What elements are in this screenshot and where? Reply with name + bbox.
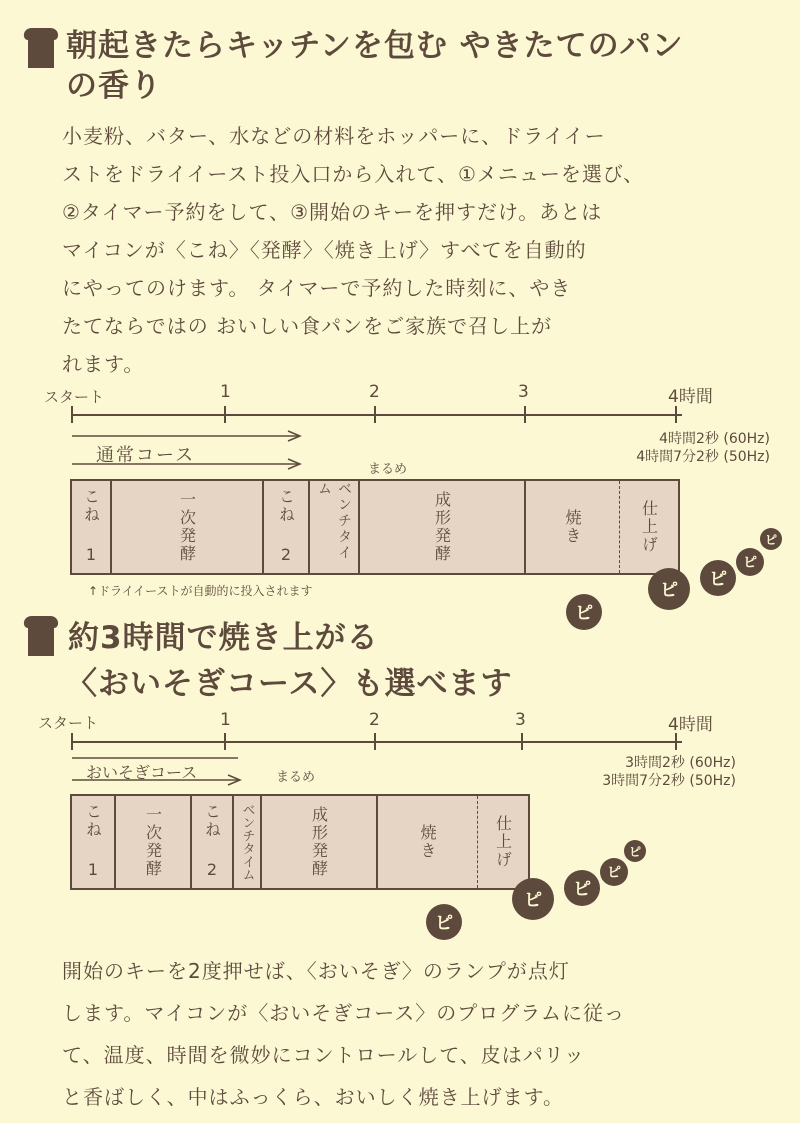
duration-60hz: 4時間2秒 (60Hz) (659, 431, 770, 447)
duration-50hz: 3時間7分2秒 (50Hz) (602, 773, 736, 789)
beep-icon: ピ (566, 594, 602, 630)
paragraph-line: します。マイコンが〈おいそぎコース〉のプログラムに従っ (62, 1001, 625, 1025)
section3-paragraph (62, 950, 782, 1118)
beep-icon: ピ (600, 858, 628, 886)
timeline-axis (70, 403, 690, 427)
paragraph-line: 小麦粉、バター、水などの材料をホッパーに、ドライイー (62, 124, 606, 148)
paragraph-line: たてならではの おいしい食パンをご家族で召し上が (62, 314, 553, 338)
duration-note (520, 754, 736, 790)
section2-heading-line2: 〈おいそぎコース〉も選べます (66, 666, 513, 702)
segment-baking: 焼き (526, 481, 620, 573)
process-bar (70, 794, 530, 890)
beep-icon: ピ (700, 560, 736, 596)
section1-heading-line1: 朝起きたらキッチンを包む やきたてのパン (66, 28, 684, 64)
marume-label: まるめ (368, 462, 408, 477)
timeline-tick-label: 2 (369, 382, 380, 402)
yeast-note: ↑ドライイーストが自動的に投入されます (88, 584, 313, 598)
paragraph-line: マイコンが〈こね〉〈発酵〉〈焼き上げ〉すべてを自動的 (62, 238, 587, 262)
process-bar (70, 479, 680, 575)
section2-heading-line1: 約3時間で焼き上がる (68, 620, 379, 656)
segment-shaping-fermentation: 成形発酵 (360, 481, 526, 573)
paragraph-line: て、温度、時間を微妙にコントロールして、皮はパリッ (62, 1043, 585, 1067)
segment-kneading-1: こね 1 (72, 481, 112, 573)
duration-note (560, 430, 770, 466)
beep-icon: ピ (426, 904, 462, 940)
beep-icon: ピ (736, 548, 764, 576)
segment-kneading-1: こね 1 (72, 796, 116, 888)
segment-first-fermentation: 一次発酵 (112, 481, 264, 573)
timeline-start-label: スタート (44, 388, 105, 406)
paragraph-line: れます。 (62, 352, 145, 376)
beep-icon: ピ (512, 878, 554, 920)
timeline-tick-label: 1 (220, 710, 231, 730)
segment-first-fermentation: 一次発酵 (116, 796, 192, 888)
section1-paragraph (62, 117, 762, 383)
segment-kneading-2: こね 2 (264, 481, 310, 573)
segment-bench-time: ベンチタイム (310, 481, 360, 573)
course-label: 通常コース (96, 445, 196, 466)
timeline-start-label: スタート (38, 714, 99, 732)
beep-icon: ピ (624, 840, 646, 862)
paragraph-line: 開始のキーを2度押せば、〈おいそぎ〉のランプが点灯 (62, 959, 570, 983)
segment-bench-time: ベンチタイム (234, 796, 262, 888)
beep-icon: ピ (648, 568, 690, 610)
segment-shaping-fermentation: 成形発酵 (262, 796, 378, 888)
course-label: おいそぎコース (86, 763, 198, 782)
beep-icon: ピ (760, 528, 782, 550)
segment-finishing: 仕上げ (493, 815, 513, 869)
timeline-axis (70, 730, 690, 754)
timeline-tick-label: 4時間 (668, 715, 713, 735)
timeline-tick-label: 4時間 (668, 387, 713, 407)
bread-icon (22, 614, 60, 658)
timeline-tick-label: 3 (518, 382, 529, 402)
timeline-tick-label: 3 (515, 710, 526, 730)
timeline-tick-label: 1 (220, 382, 231, 402)
paragraph-line: と香ばしく、中はふっくら、おいしく焼き上げます。 (62, 1085, 564, 1109)
paragraph-line: にやってのけます。 タイマーで予約した時刻に、やき (62, 276, 572, 300)
paragraph-line: ②タイマー予約をして、③開始のキーを押すだけ。あとは (62, 200, 603, 224)
segment-kneading-2: こね 2 (192, 796, 234, 888)
duration-50hz: 4時間7分2秒 (50Hz) (636, 449, 770, 465)
segment-baking: 焼き (378, 796, 478, 888)
bread-icon (22, 26, 60, 70)
paragraph-line: ストをドライイースト投入口から入れて、①メニューを選び、 (62, 162, 645, 186)
duration-60hz: 3時間2秒 (60Hz) (625, 755, 736, 771)
marume-label: まるめ (276, 770, 316, 785)
section1-heading-line2: の香り (66, 68, 162, 104)
beep-icon: ピ (564, 870, 600, 906)
segment-finishing: 仕上げ (639, 500, 659, 554)
yeast-note-text: ドライイーストが自動的に投入されます (98, 584, 313, 598)
timeline-tick-label: 2 (369, 710, 380, 730)
